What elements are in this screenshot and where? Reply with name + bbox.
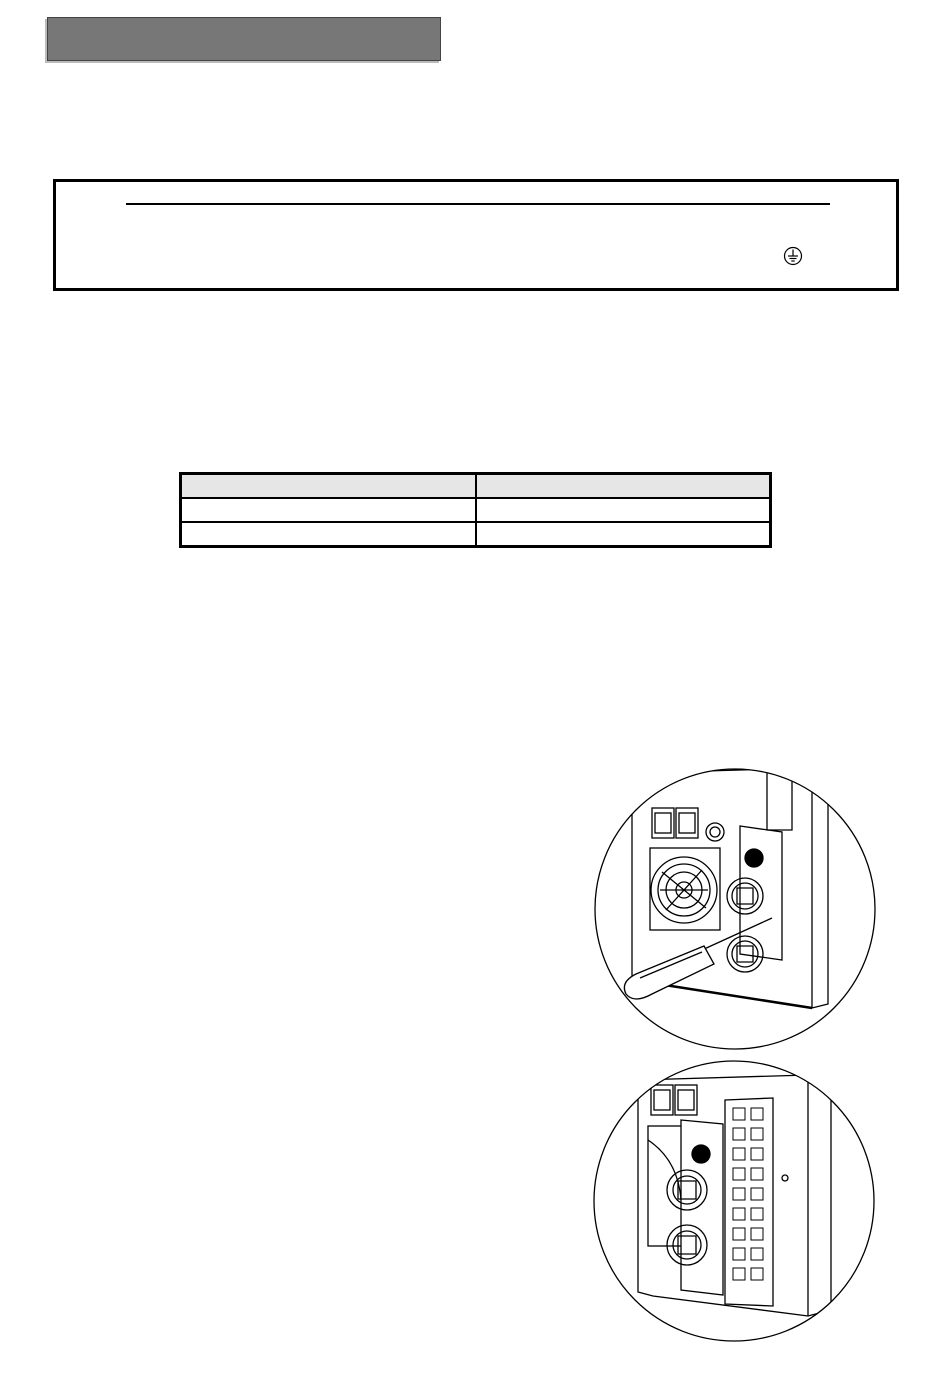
- section-header-bar: [47, 17, 441, 61]
- table-header-cell: [181, 474, 476, 499]
- table-header-row: [181, 474, 771, 499]
- rear-panel-screwdriver-illustration: [592, 768, 878, 1050]
- table-cell: [181, 522, 476, 547]
- warning-box: [53, 179, 899, 291]
- rear-panel-terminal-block-illustration: [593, 1060, 875, 1342]
- table-cell: [476, 498, 771, 522]
- warning-divider: [126, 203, 830, 205]
- table-cell: [181, 498, 476, 522]
- table-row: [181, 498, 771, 522]
- ground-icon: [783, 246, 803, 266]
- table-header-cell: [476, 474, 771, 499]
- table-row: [181, 522, 771, 547]
- spec-table: [179, 472, 772, 548]
- table-cell: [476, 522, 771, 547]
